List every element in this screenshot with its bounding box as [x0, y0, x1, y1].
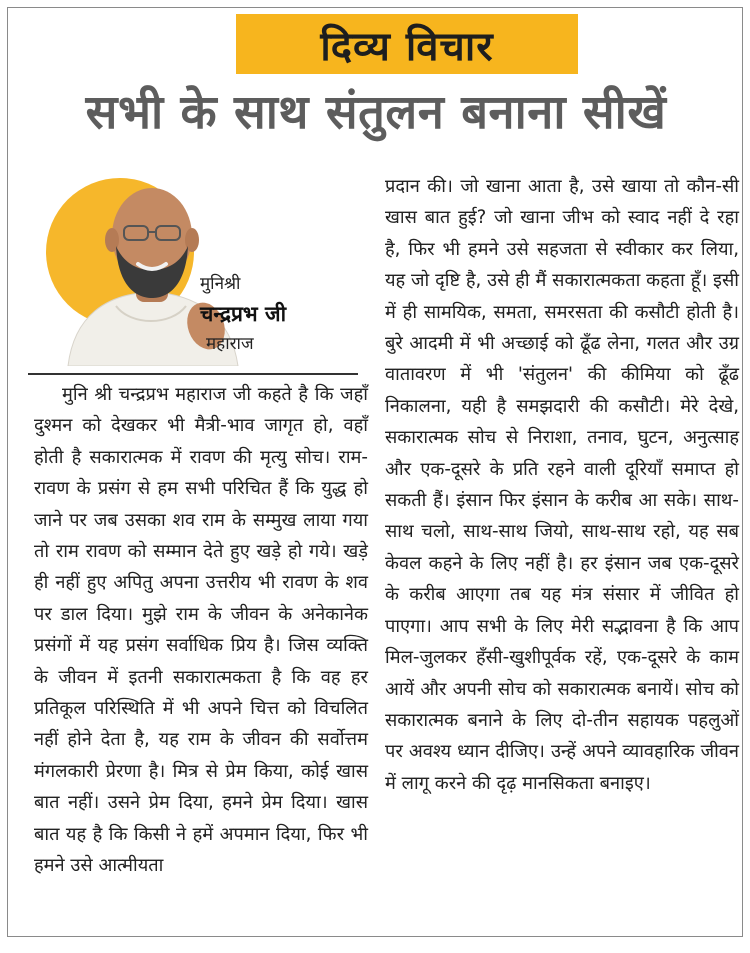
author-suffix: महाराज	[206, 334, 254, 354]
section-banner	[236, 14, 578, 74]
author-block	[28, 168, 358, 373]
author-name: चन्द्रप्रभ जी	[200, 302, 287, 326]
author-divider	[28, 373, 358, 375]
article-headline: सभी के साथ संतुलन बनाना सीखें	[85, 85, 667, 140]
article-column-right: प्रदान की। जो खाना आता है, उसे खाया तो कौन-सी खास बात हुई? जो खाना जीभ को स्वाद नहीं दे रहा है, फिर भी हमने उसे सहजता से स्वीकार कर लिया, यह जो दृष्टि है, उसे ही मैं सकारात्मकता कहता हूँ। इसी में ही सामयिक, समता, समरसता की कसौटी होती है। बुरे आदमी में भी अच्छाई को ढूँढ लेना, गलत और उग्र वातावरण में भी 'संतुलन' की कीमिया को ढूँढ निकालना, यही है समझदारी की कसौटी। मेरे देखे, सकारात्मक सोच से निराशा, तनाव, घुटन, अनुत्साह और एक-दूसरे के प्रति रहने वाली दूरियाँ समाप्त हो सकती हैं। इंसान फिर इंसान के करीब आ सके। साथ-साथ चलो, साथ-साथ जियो, साथ-साथ रहो, यह सब केवल कहने के लिए नहीं है। हर इंसान जब एक-दूसरे के करीब आएगा तब यह मंत्र संसार में जीवित हो पाएगा। आप सभी के लिए मेरी सद्भावना है कि आप मिल-जुलकर हँसी-खुशीपूर्वक रहें, एक-दूसरे के काम आयें और अपनी सोच को सकारात्मक बनायें। सोच को सकारात्मक बनाने के लिए दो-तीन सहायक पहलुओं पर अवश्य ध्यान दीजिए। उन्हें अपने व्यावहारिक जीवन में लागू करने की दृढ़ मानसिकता बनाइए।	[385, 176, 739, 794]
newspaper-clipping	[7, 7, 743, 937]
author-honorific: मुनिश्री	[200, 274, 241, 294]
article-column-left: मुनि श्री चन्द्रप्रभ महाराज जी कहते है कि जहाँ दुश्मन को देखकर भी मैत्री-भाव जागृत हो, वहाँ होती है सकारात्मक में रावण की मृत्यु सोच। राम-रावण के प्रसंग से हम सभी परिचित हैं कि युद्ध हो जाने पर जब उसका शव राम के सम्मुख लाया गया तो राम रावण को सम्मान देते हुए खड़े हो गये। खड़े ही नहीं हुए अपितु अपना उत्तरीय भी रावण के शव पर डाल दिया। मुझे राम के जीवन के अनेकानेक प्रसंगों में यह प्रसंग सर्वाधिक प्रिय है। जिस व्यक्ति के जीवन में इतनी सकारात्मकता है कि वह हर प्रतिकूल परिस्थिति में भी अपने चित्त को विचलित नहीं होने देता है, यह राम के जीवन की सर्वोत्तम मंगलकारी प्रेरणा है। मित्र से प्रेम किया, कोई खास बात नहीं। उसने प्रेम दिया, हमने प्रेम दिया। खास बात यह है कि किसी ने हमें अपमान दिया, फिर भी हमने उसे आत्मीयता	[34, 384, 368, 877]
section-title: दिव्य विचार	[320, 23, 494, 70]
